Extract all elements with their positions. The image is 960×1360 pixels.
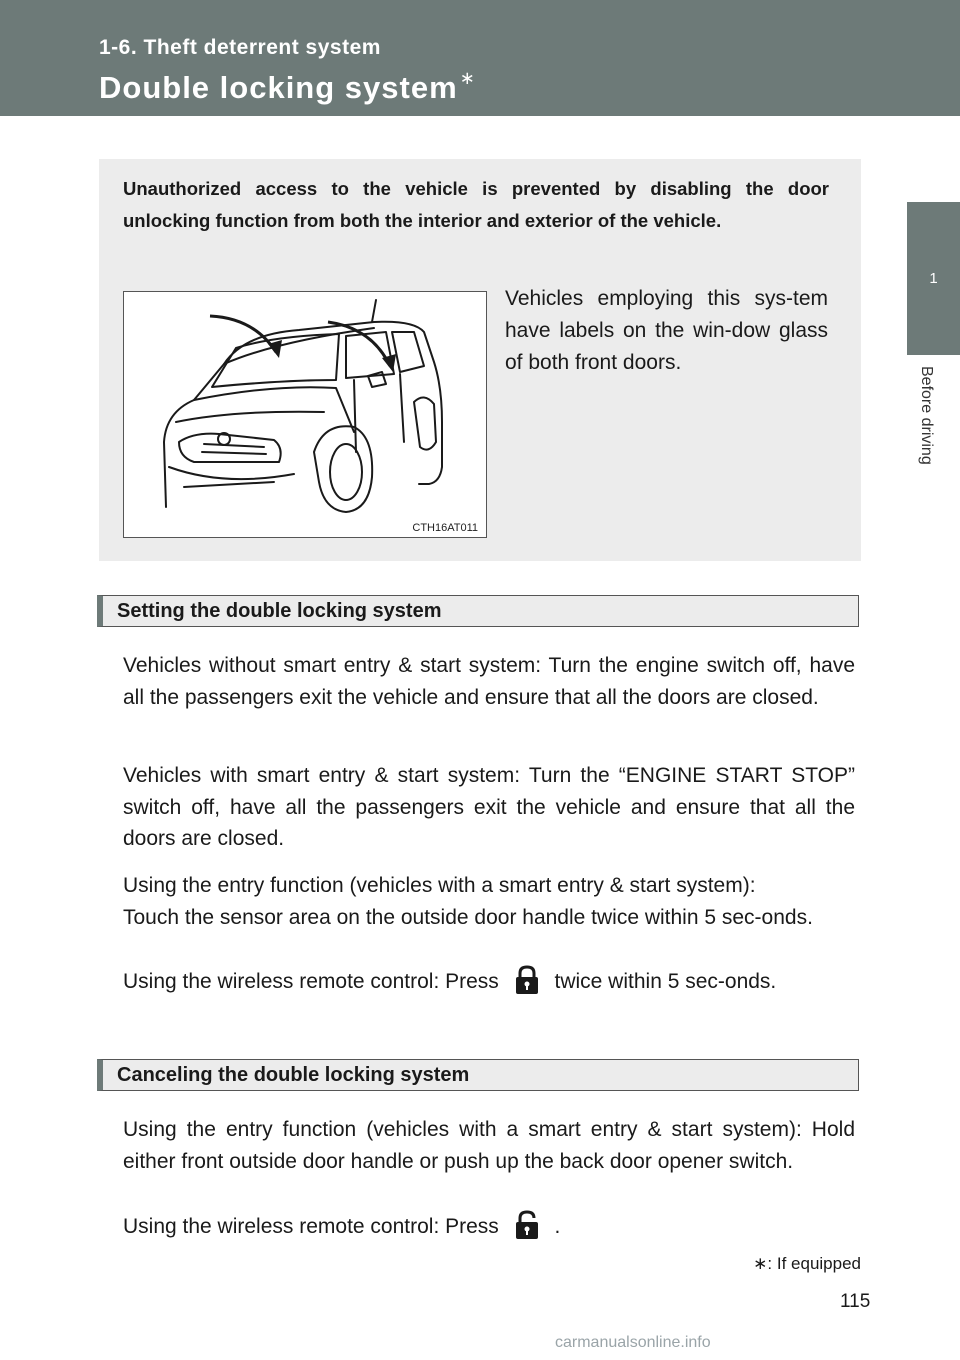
intro-text: Unauthorized access to the vehicle is prevented by disabling the door unlocking function from both the interior and exterior of the vehicle. xyxy=(123,178,829,231)
page-title xyxy=(99,68,476,106)
watermark: carmanualsonline.info xyxy=(555,1334,711,1351)
footnote-text: : If equipped xyxy=(767,1254,861,1273)
intro-box xyxy=(99,159,861,561)
canceling-para-remote xyxy=(123,1210,855,1243)
page-title-text: Double locking system xyxy=(99,70,458,105)
lock-icon xyxy=(505,965,549,995)
section-label: 1-6. Theft deterrent system xyxy=(99,36,381,59)
setting-remote-text-after: twice within 5 sec-onds. xyxy=(554,970,777,993)
canceling-remote-text-after: . xyxy=(554,1215,561,1238)
footnote-mark: ∗ xyxy=(753,1254,768,1273)
chapter-number: 1 xyxy=(929,270,938,287)
page-number: 115 xyxy=(840,1291,871,1312)
car-illustration xyxy=(123,291,487,538)
footnote xyxy=(753,1254,861,1274)
car-drawing xyxy=(124,292,486,537)
setting-para-remote xyxy=(123,965,855,998)
chapter-tab xyxy=(907,202,960,355)
setting-para-touch-sensor: Touch the sensor area on the outside door handle twice within 5 sec-onds. xyxy=(123,906,813,929)
setting-para-no-smart-entry: Vehicles without smart entry & start system: Turn the engine switch off, have all the passengers exit the vehicle and ensure that all the doors are closed. xyxy=(123,654,855,709)
figure-code: CTH16AT011 xyxy=(412,522,478,534)
canceling-remote-text-before: Using the wireless remote control: Press xyxy=(123,1215,499,1238)
canceling-heading: Canceling the double locking system xyxy=(97,1059,859,1091)
title-asterisk: ∗ xyxy=(459,68,476,88)
setting-remote-text-before: Using the wireless remote control: Press xyxy=(123,970,499,993)
chapter-label: Before driving xyxy=(918,366,935,465)
unlock-icon xyxy=(505,1210,549,1240)
setting-para-smart-entry: Vehicles with smart entry & start system: Turn the “ENGINE START STOP” switch off, have all the passengers exit the vehicle and ensure that all the doors are closed. xyxy=(123,764,855,850)
page-header xyxy=(0,0,960,116)
canceling-para-entry-function: Using the entry function (vehicles with a smart entry & start system): Hold either front outside door handle or push up the back door opener switch. xyxy=(123,1118,855,1173)
setting-para-entry-function: Using the entry function (vehicles with a smart entry & start system): xyxy=(123,874,756,897)
figure-note: Vehicles employing this sys-tem have labels on the win-dow glass of both front doors. xyxy=(505,287,828,374)
setting-heading: Setting the double locking system xyxy=(97,595,859,627)
